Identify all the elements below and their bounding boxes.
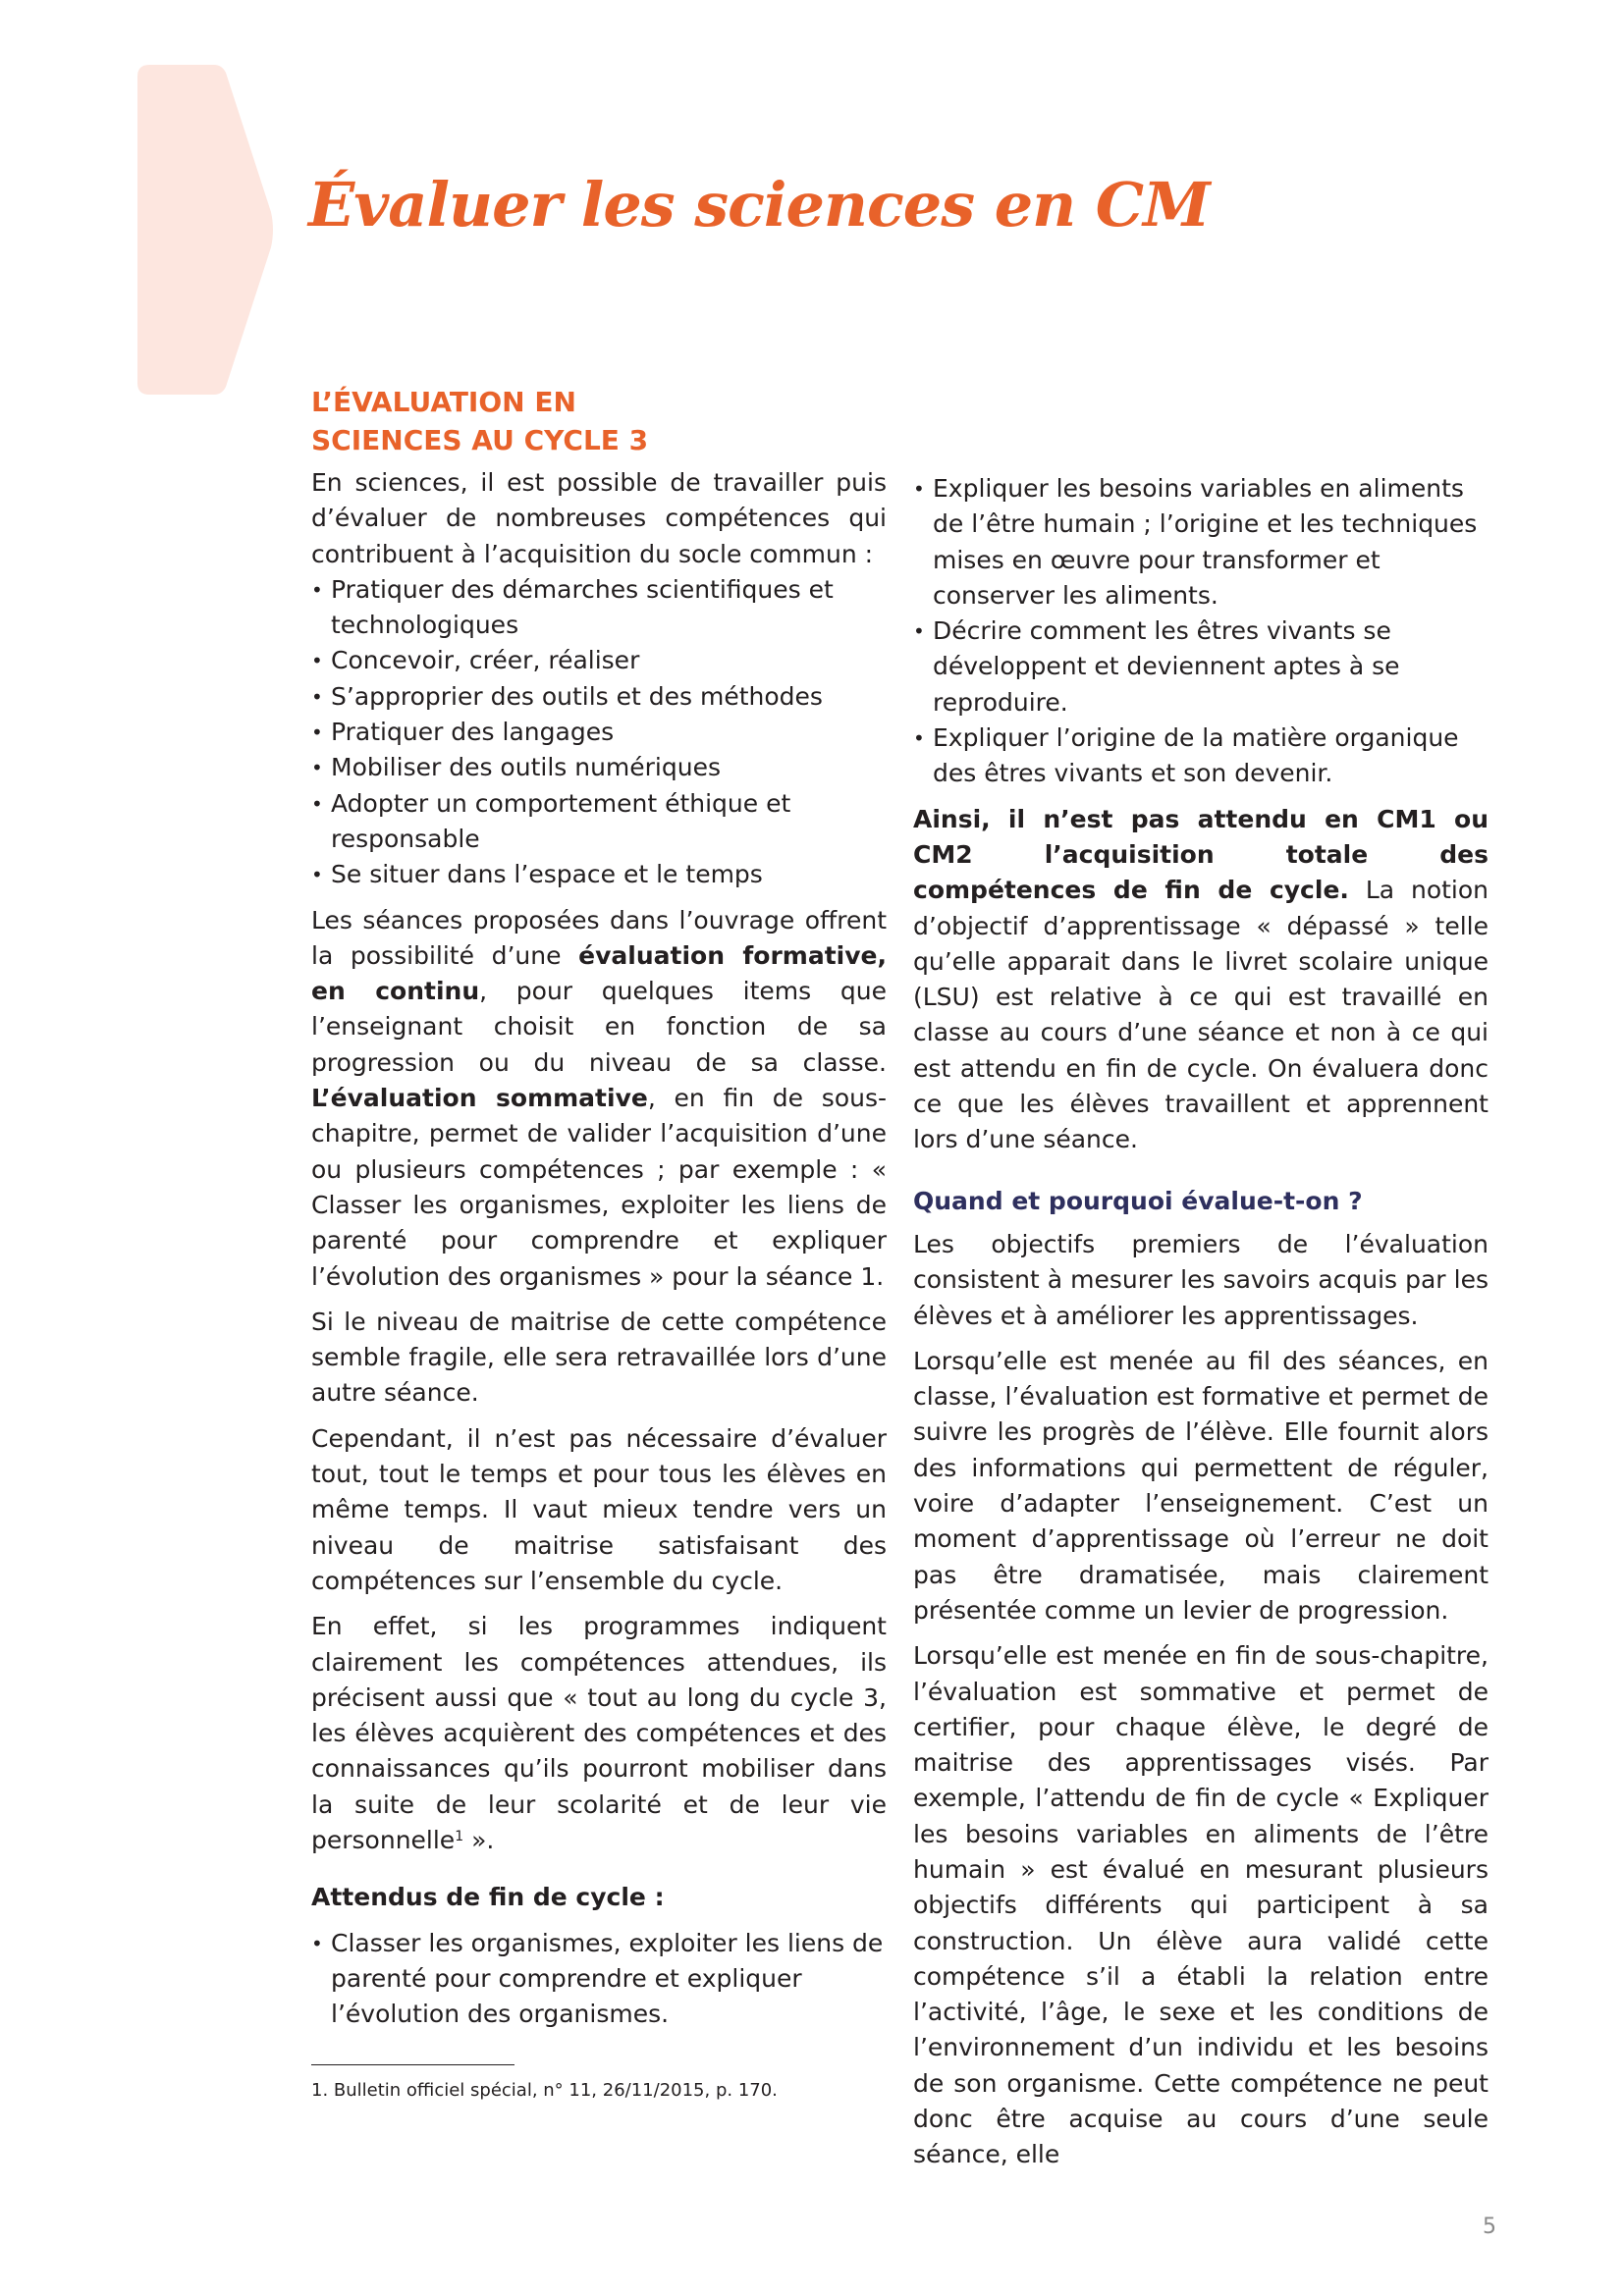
page-title: Évaluer les sciences en CM: [308, 169, 1210, 240]
ainsi-paragraph: [913, 802, 1489, 1158]
footnote-divider: [311, 2064, 514, 2065]
bold-run: L’évaluation sommative: [311, 1084, 648, 1113]
list-item: • Expliquer les besoins variables en aliments de l’être humain ; l’origine et les techniques mises en œuvre pour transformer et conserver les aliments.: [913, 471, 1489, 614]
formative-paragraph: Lorsqu’elle est menée au fil des séances, en classe, l’évaluation est formative et permet de suivre les progrès de l’élève. Elle fournit alors des informations qui permettent de réguler, voire d’adapter l’enseignement. C’est un moment d’apprentissage où l’erreur ne doit pas être dramatisée, mais clairement présentée comme un levier de progression.: [913, 1346, 1489, 1625]
list-item: • Adopter un comportement éthique et responsable: [311, 786, 887, 858]
text-run: , en fin de sous-chapitre, permet de valider l’acquisition d’une ou plusieurs compétences ; par exemple : « Classer les organismes, exploiter les liens de parenté pour comprendre et expliquer l’évolution des organismes » pour la séance 1.: [311, 1084, 888, 1291]
section-heading-line-1: L’ÉVALUATION EN: [311, 386, 576, 418]
section-heading-line-2: SCIENCES AU CYCLE 3: [311, 424, 649, 456]
footnote: 1. Bulletin officiel spécial, n° 11, 26/11/2015, p. 170.: [311, 2080, 778, 2101]
intro-paragraph: En sciences, il est possible de travailler puis d’évaluer de nombreuses compétences qui contribuent à l’acquisition du socle commun :: [311, 468, 887, 568]
list-item: • Mobiliser des outils numériques: [311, 750, 887, 785]
seances-paragraph: [311, 903, 887, 1295]
right-column: [913, 471, 1489, 2183]
list-item: • Classer les organismes, exploiter les liens de parenté pour comprendre et expliquer l’évolution des organismes.: [311, 1926, 887, 2033]
text-run: Les séances proposées dans l’ouvrage offrent la possibilité d’une: [311, 905, 887, 970]
text-run: La notion d’objectif d’apprentissage « dépassé » telle qu’elle apparait dans le livret scolaire unique (LSU) est relative à ce qui est travaillé en classe au cours d’une séance et non à ce qui est attendu en fin de cycle. On évaluera donc ce que les élèves travaillent et apprennent lors d’une séance.: [913, 876, 1489, 1154]
list-item: • Se situer dans l’espace et le temps: [311, 857, 887, 892]
bold-run: évaluation formative, en continu: [311, 940, 887, 1006]
text-run: En effet, si les programmes indiquent clairement les compétences attendues, ils précisent aussi que « tout au long du cycle 3, les élèves acquièrent des compétences et des connaissances qu’ils pourront mobiliser dans la suite de leur scolarité et de leur vie personnelle: [311, 1612, 887, 1854]
bold-run: Ainsi, il n’est pas attendu en CM1 ou CM2 l’acquisition totale des compétences de fin de cycle.: [913, 804, 1489, 905]
chapter-tab-decoration: [137, 65, 275, 395]
list-item: • Décrire comment les êtres vivants se développent et deviennent aptes à se reproduire.: [913, 614, 1489, 721]
list-item: • Pratiquer des démarches scientifiques et technologiques: [311, 572, 887, 644]
attendus-heading: Attendus de fin de cycle :: [311, 1883, 665, 1912]
list-item: • Pratiquer des langages: [311, 715, 887, 750]
attendus-list: [311, 1926, 887, 2033]
cependant-paragraph: Cependant, il n’est pas nécessaire d’évaluer tout, tout le temps et pour tous les élèves en même temps. Il vaut mieux tendre vers un niveau de maitrise satisfaisant des compétences sur l’ensemble du cycle.: [311, 1423, 887, 1595]
section-heading: [311, 383, 887, 459]
objectifs-paragraph: Les objectifs premiers de l’évaluation consistent à mesurer les savoirs acquis par les élèves et à améliorer les apprentissages.: [913, 1229, 1489, 1330]
footnote-reference: 1: [455, 1828, 464, 1844]
attendus-list-continued: [913, 471, 1489, 792]
list-item: • Concevoir, créer, réaliser: [311, 643, 887, 678]
en-effet-paragraph: [311, 1609, 887, 1858]
page-number: 5: [1483, 2215, 1496, 2239]
left-column: [311, 383, 887, 2042]
question-heading: Quand et pourquoi évalue-t-on ?: [913, 1186, 1363, 1215]
text-run: ».: [463, 1825, 495, 1854]
text-run: , pour quelques items que l’enseignant choisit en fonction de sa progression ou du niveau de sa classe.: [311, 977, 887, 1077]
list-item: • Expliquer l’origine de la matière organique des êtres vivants et son devenir.: [913, 721, 1489, 792]
maitrise-paragraph: Si le niveau de maitrise de cette compétence semble fragile, elle sera retravaillée lors d’une autre séance.: [311, 1307, 887, 1408]
skills-list: [311, 572, 887, 893]
list-item: • S’approprier des outils et des méthodes: [311, 679, 887, 715]
sommative-paragraph: Lorsqu’elle est menée en fin de sous-chapitre, l’évaluation est sommative et permet de certifier, pour chaque élève, le degré de maitrise des apprentissages visés. Par exemple, l’attendu de fin de cycle « Expliquer les besoins variables en aliments de l’être humain » est évalué en mesurant plusieurs objectifs différents qui participent à sa construction. Un élève aura validé cette compétence s’il a établi la relation entre l’activité, l’âge, le sexe et les conditions de l’environnement d’un individu et les besoins de son organisme. Cette compétence ne peut donc être acquise au cours d’une seule séance, elle: [913, 1641, 1489, 2169]
